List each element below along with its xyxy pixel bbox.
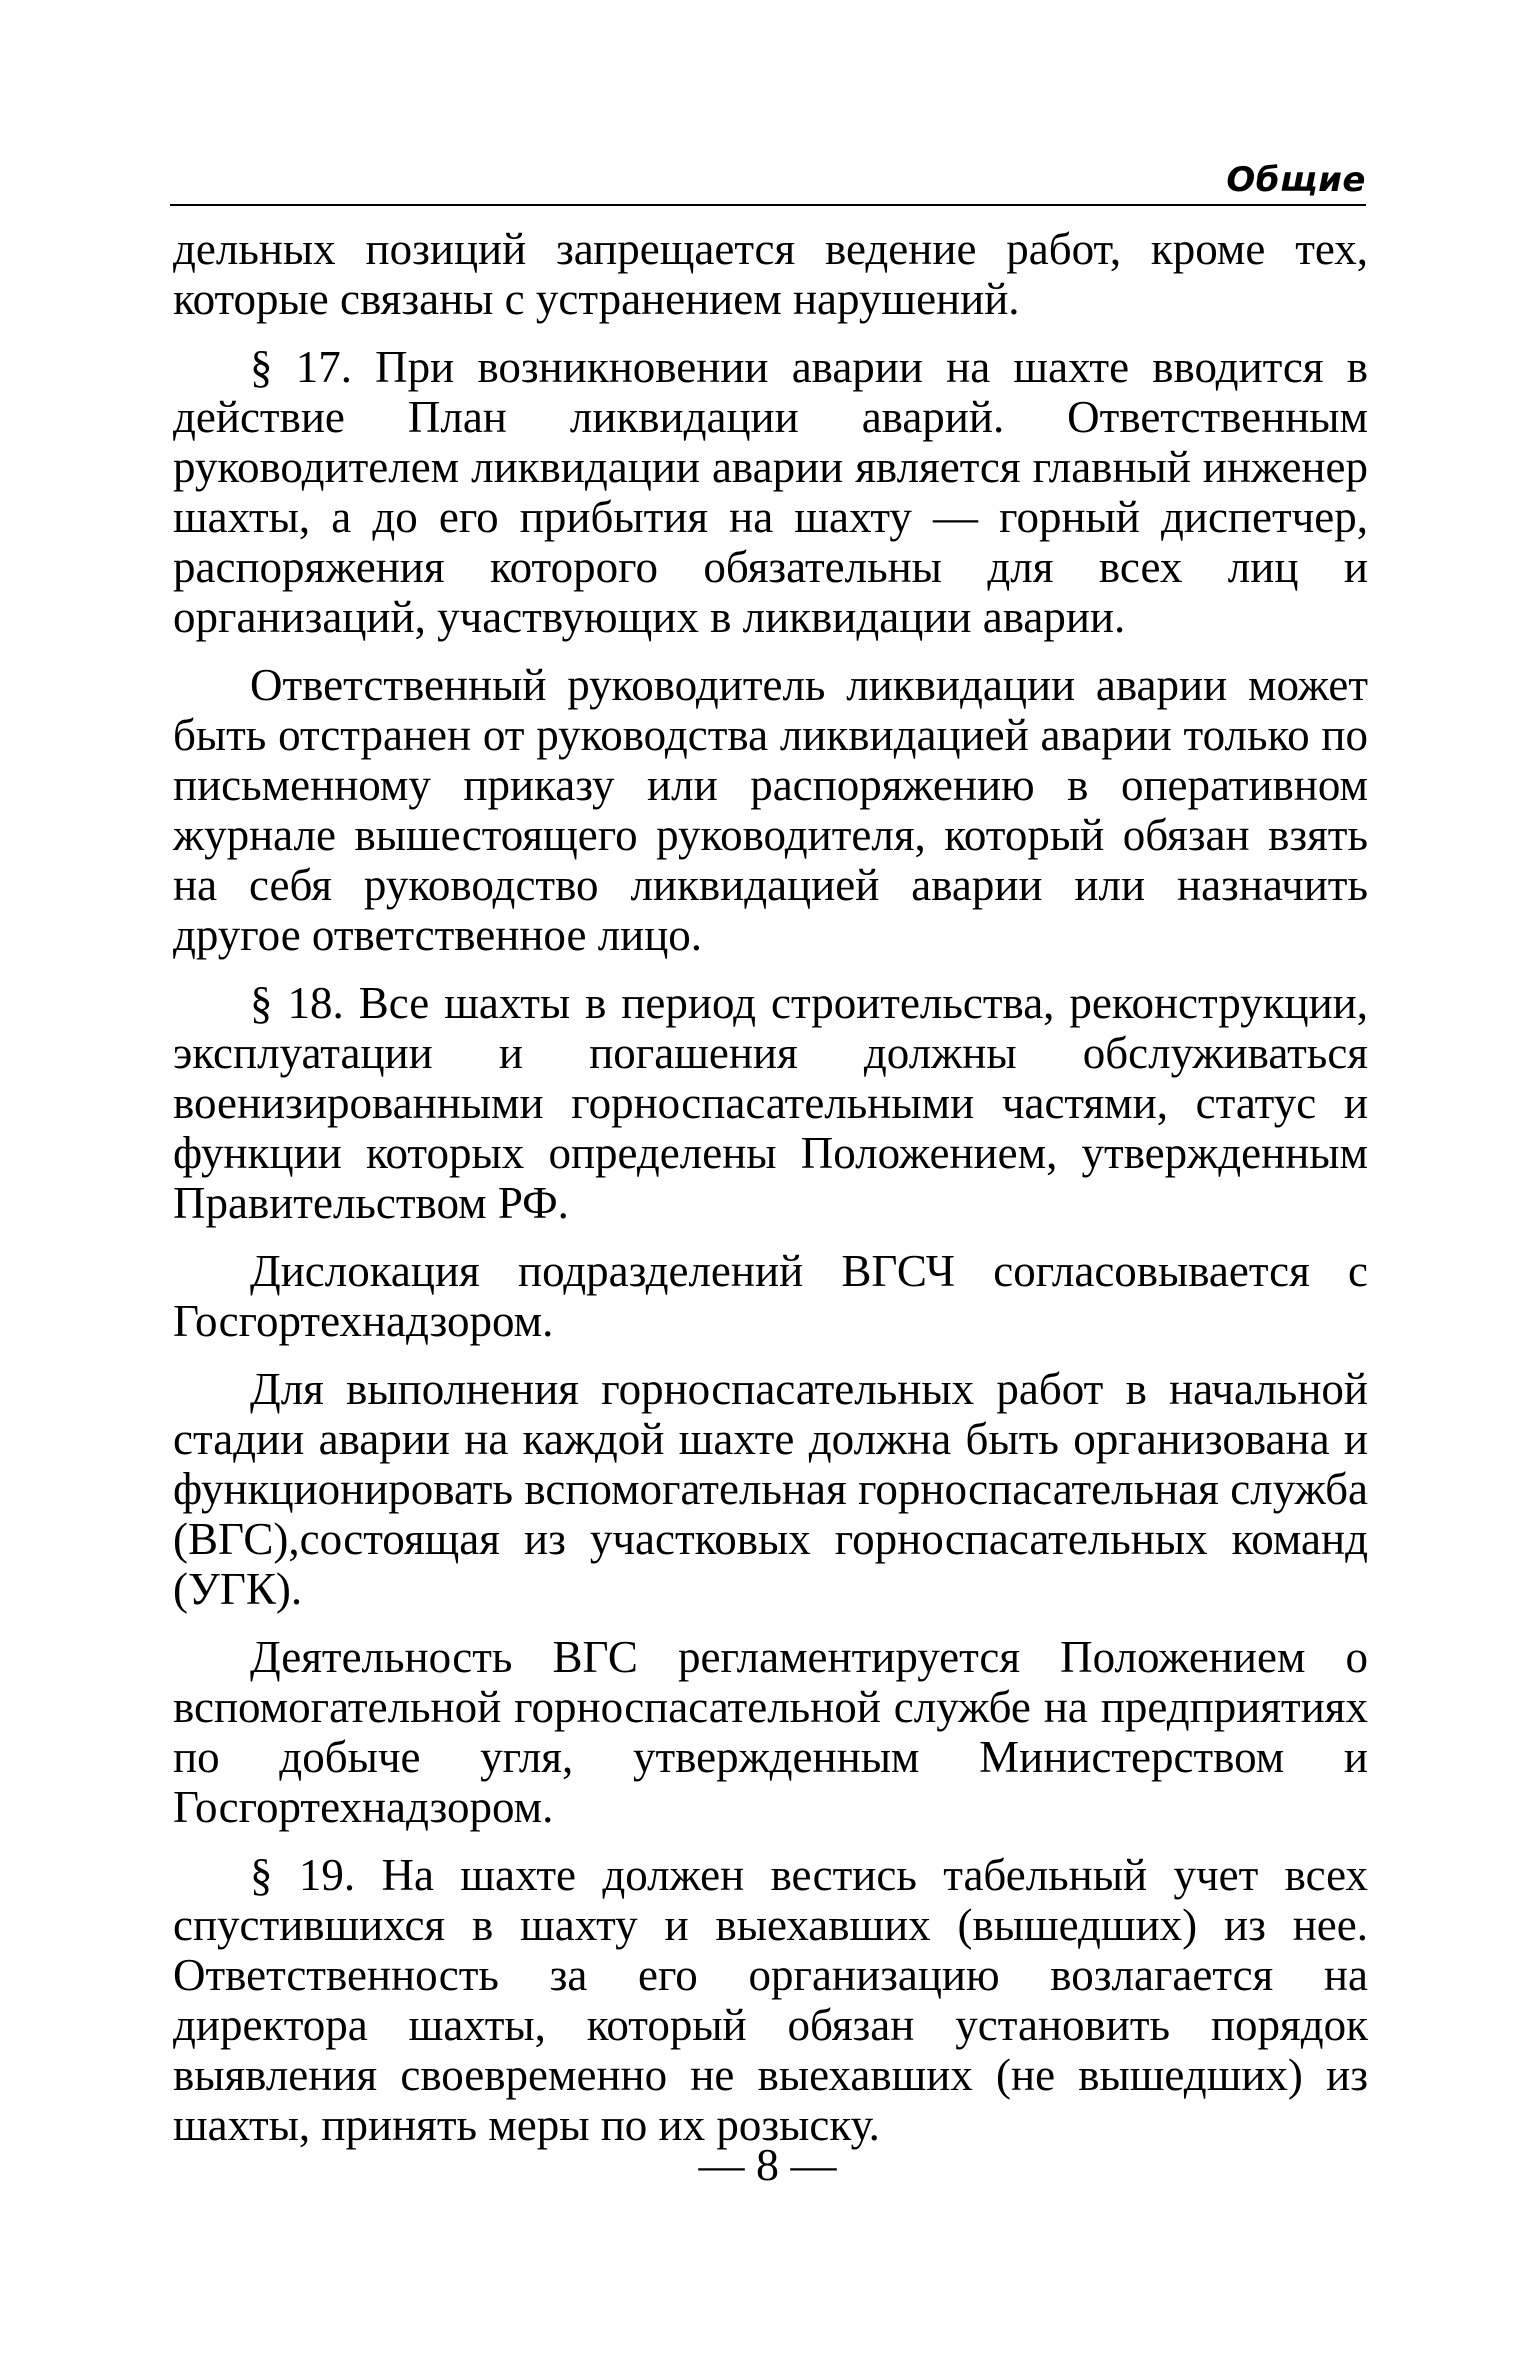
paragraph-section-19: § 19. На шахте должен вестись табельный учет всех спустившихся в шахту и выехавших (вышедших) из нее. Ответственность за его организацию возлагается на директора шахты, который обязан установить порядок выявления своевременно не выехавших (не вышедших) из шахты, принять меры по их розыску.	[173, 1850, 1368, 2150]
paragraph-section-17: § 17. При возникновении аварии на шахте вводится в действие План ликвидации аварий. Ответственным руководителем ликвидации аварии является главный инженер шахты, а до его прибытия на шахту — горный диспетчер, распоряжения которого обязательны для всех лиц и организаций, участвующих в ликвидации аварии.	[173, 342, 1368, 642]
running-header	[170, 150, 1366, 206]
page-number: — 8 —	[698, 2139, 837, 2190]
paragraph-responsible-manager: Ответственный руководитель ликвидации аварии может быть отстранен от руководства ликвидацией аварии только по письменному приказу или распоряжению в оперативном журнале вышестоящего руководителя, который обязан взять на себя руководство ликвидацией аварии или назначить другое ответственное лицо.	[173, 660, 1368, 960]
paragraph-vgs-regulation: Деятельность ВГС регламентируется Положением о вспомогательной горноспасательной службе на предприятиях по добыче угля, утвержденным Министерством и Госгортехнадзором.	[173, 1632, 1368, 1832]
paragraph-continuation: дельных позиций запрещается ведение работ, кроме тех, которые связаны с устранением нарушений.	[173, 224, 1368, 324]
body-text	[173, 224, 1368, 2150]
paragraph-vgsch-location: Дислокация подразделений ВГСЧ согласовывается с Госгортехнадзором.	[173, 1246, 1368, 1346]
paragraph-vgs-service: Для выполнения горноспасательных работ в начальной стадии аварии на каждой шахте должна быть организована и функционировать вспомогательная горноспасательная служба (ВГС),состоящая из участковых горноспасательных команд (УГК).	[173, 1364, 1368, 1614]
running-title: Общие	[1226, 160, 1366, 200]
paragraph-section-18: § 18. Все шахты в период строительства, реконструкции, эксплуатации и погашения должны обслуживаться военизированными горноспасательными частями, статус и функции которых определены Положением, утвержденным Правительством РФ.	[173, 978, 1368, 1228]
